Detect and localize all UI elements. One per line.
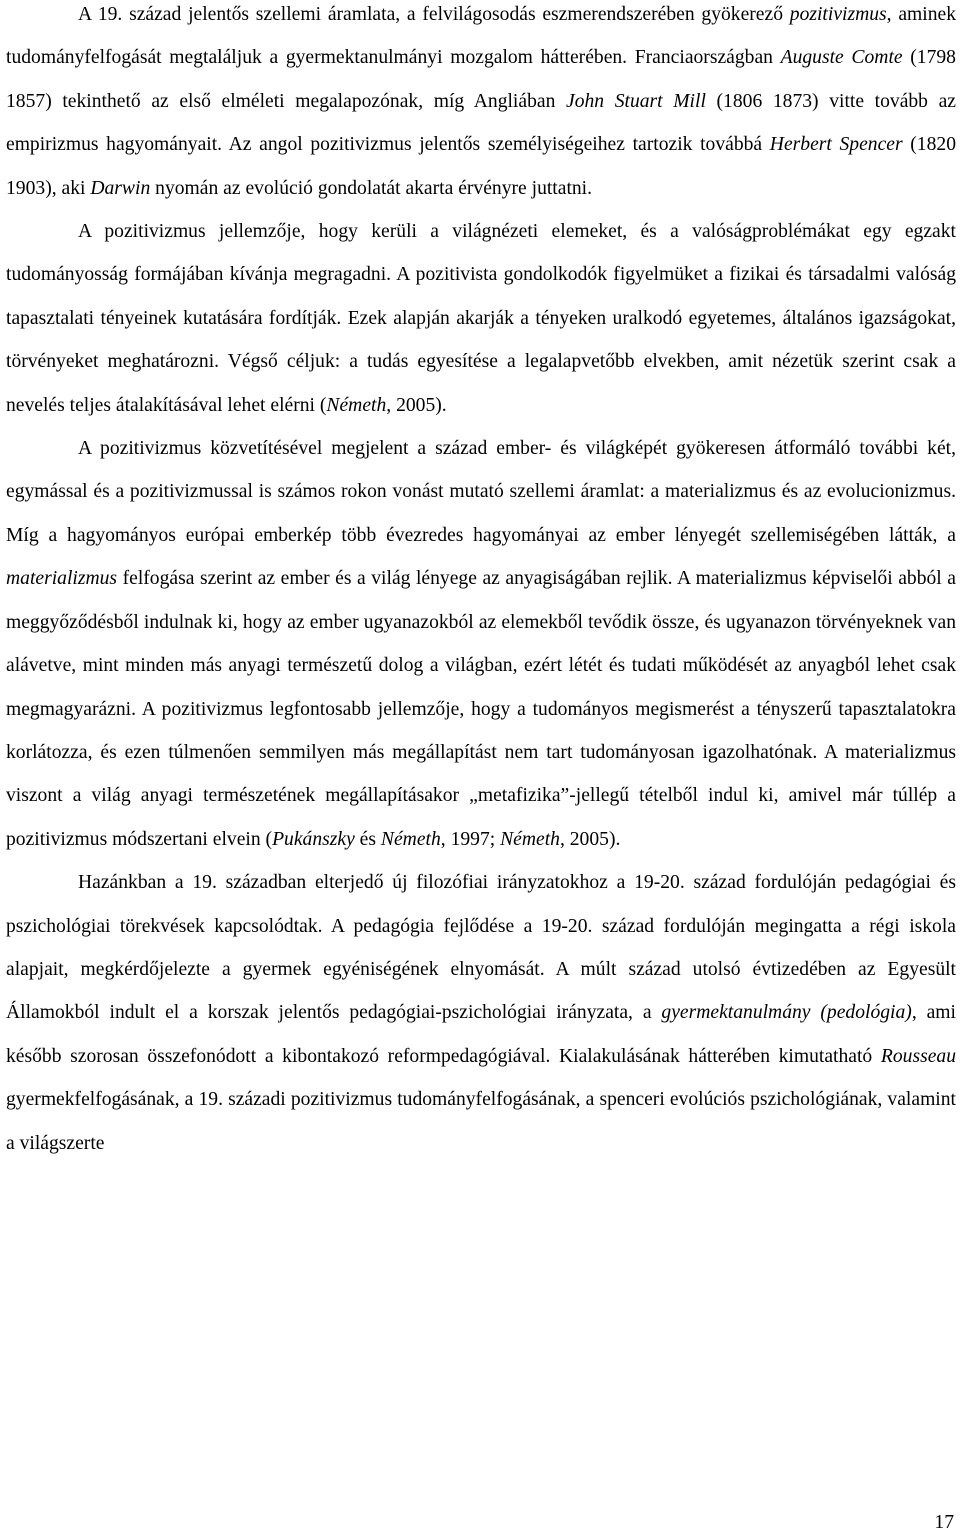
italic-run: materializmus [6,568,118,590]
text-run: (1820 1903), aki [6,134,956,199]
paragraph-4 [6,861,956,1165]
italic-run: Herbert Spencer [769,134,903,156]
italic-run: John Stuart Mill [566,90,706,112]
text-run: , 2005). [386,394,447,416]
paragraph-1 [6,0,956,210]
text-run: Hazánkban a 19. században elterjedő új filozófiai irányzatokhoz a 19-20. század fordulóján pedagógiai és pszichológiai törekvések kapcsolódtak. A pedagógia fejlődése a 19-20. század fordulóján megingatta a régi iskola alapjait, megkérdőjelezte a gyermek egyéniségének elnyomását. A múlt század utolsó évtizedében az Egyesült Államokból indult el a korszak jelentős pedagógiai-pszichológiai irányzata, a [6,872,956,1024]
text-run: , 2005). [559,828,621,850]
paragraph-2 [6,210,956,427]
text-run: , 1997; [440,828,501,850]
italic-run: gyermektanulmány (pedológia) [661,1002,912,1024]
document-page [6,0,956,1165]
italic-run: Németh [500,828,560,850]
text-run: gyermekfelfogásának, a 19. századi pozitivizmus tudományfelfogásának, a spenceri evolúciós pszichológiának, valamint a világszerte [6,1089,956,1154]
text-run: , aminek tudományfelfogását megtaláljuk a gyermektanulmányi mozgalom hátterében. Franciaországban [6,4,956,69]
italic-run: Németh [380,828,441,850]
italic-run: Auguste Comte [780,47,903,69]
italic-run: Pukánszky [272,828,355,850]
text-run: felfogása szerint az ember és a világ lényege az anyagiságában rejlik. A materializmus képviselői abból a meggyőződésből indulnak ki, hogy az ember ugyanazokból az elemekből tevődik össze, és ugyanazon törvényeknek van alávetve, mint minden más anyagi természetű dolog a világban, ezért létét és tudati működését az anyagból lehet csak megmagyarázni. A pozitivizmus legfontosabb jellemzője, hogy a tudományos megismerést a tényszerű tapasztalatokra korlátozza, és ezen túlmenően semmilyen más megállapítást nem tart tudományosan igazolhatónak. A materializmus viszont a világ anyagi természetének megállapításakor „metafizika”-jellegű tételből indul ki, amivel már túllép a pozitivizmus módszertani elvein ( [6,568,956,850]
text-run: A 19. század jelentős szellemi áramlata, a felvilágosodás eszmerendszerében gyökerező [78,4,790,25]
text-run: nyomán az evolúció gondolatát akarta érvényre juttatni. [150,177,593,199]
text-run: és [354,828,381,850]
italic-run: Németh [326,394,387,416]
italic-run: Rousseau [880,1045,956,1067]
text-run: A pozitivizmus közvetítésével megjelent a század ember- és világképét gyökeresen átformáló további két, egymással és a pozitivizmussal is számos rokon vonást mutató szellemi áramlat: a materializmus és az evolucionizmus. Míg a hagyományos európai emberkép több évezredes hagyományai az ember lényegét szellemiségében látták, a [6,438,956,546]
italic-run: pozitivizmus [789,4,887,25]
text-run: (1798 1857) tekinthető az első elméleti megalapozónak, míg Angliában [6,47,956,112]
text-run: A pozitivizmus jellemzője, hogy kerüli a világnézeti elemeket, és a valóságproblémákat egy egzakt tudományosság formájában kívánja megragadni. A pozitivista gondolkodók figyelmüket a fizikai és társadalmi valóság tapasztalati tényeinek kutatására fordítják. Ezek alapján akarják a tényeken uralkodó egyetemes, általános igazságokat, törvényeket meghatározni. Végső céljuk: a tudás egyesítése a legalapvetőbb elvekben, amit nézetük szerint csak a nevelés teljes átalakításával lehet elérni ( [6,221,956,416]
page-number: 17 [934,1512,954,1533]
text-run: (1806 1873) vitte tovább az empirizmus hagyományait. Az angol pozitivizmus jelentős személyiségeihez tartozik továbbá [6,90,956,156]
paragraph-3 [6,427,956,861]
italic-run: Darwin [90,177,151,199]
text-run: , ami később szorosan összefonódott a kibontakozó reformpedagógiával. Kialakulásának hátterében kimutatható [6,1002,956,1067]
